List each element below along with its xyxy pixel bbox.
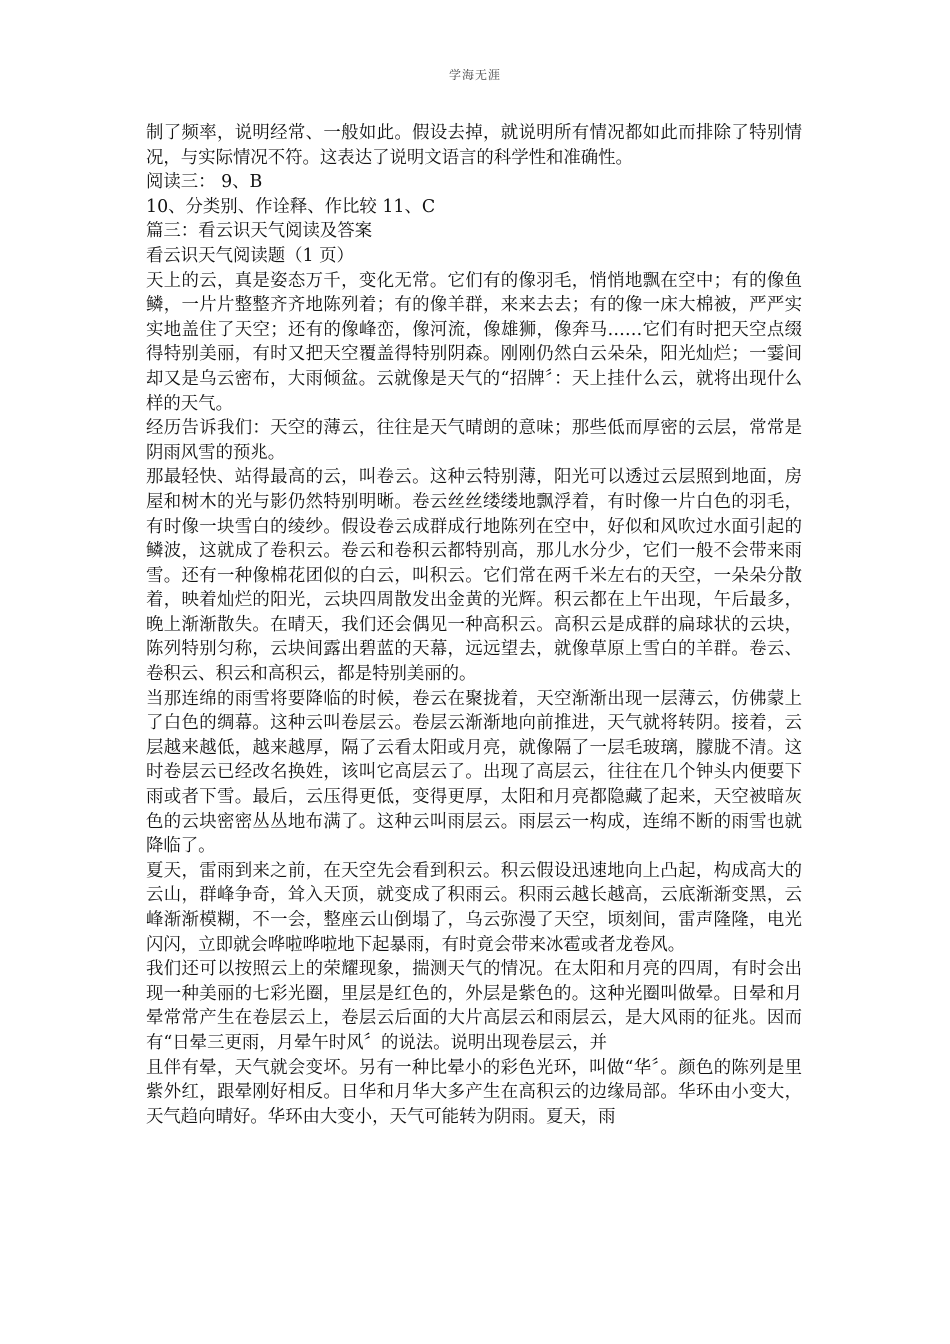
page-header: 学海无涯: [448, 68, 501, 82]
paragraph-cirrus: 那最轻快、站得最高的云，叫卷云。这种云特别薄，阳光可以透过云层照到地面，房屋和树木的光与影仍然特别明晰。卷云丝丝缕缕地飘浮着，有时像一片白色的羽毛，有时像一块雪白的绫纱。假设卷云成群成行地陈列在空中，好似和风吹过水面引起的鳞波，这就成了卷积云。卷云和卷积云都特别高，那儿水分少，它们一般不会带来雨雪。还有一种像棉花团似的白云，叫积云。它们常在两千米左右的天空，一朵朵分散着，映着灿烂的阳光，云块四周散发出金黄的光辉。积云都在上午出现，午后最多，晚上渐渐散失。在晴天，我们还会偶见一种高积云。高积云是成群的扁球状的云块，陈列特别匀称，云块间露出碧蓝的天幕，远远望去，就像草原上雪白的羊群。卷云、卷积云、积云和高积云，都是特别美丽的。: [146, 467, 802, 685]
paragraph-experience: 经历告诉我们：天空的薄云，往往是天气晴朗的意味；那些低而厚密的云层，常常是阴雨风雪的预兆。: [146, 418, 802, 463]
answer-line-10-11: 10、分类别、作诠释、作比较 11、C: [146, 196, 436, 217]
document-body: [146, 121, 802, 1129]
answer-line-reading-three: 阅读三： 9、B: [146, 172, 263, 193]
section-title: 篇三：看云识天气阅读及答案: [146, 221, 373, 242]
paragraph-clouds-intro: 天上的云，真是姿态万千，变化无常。它们有的像羽毛，悄悄地飘在空中；有的像鱼鳞，一片片整整齐齐地陈列着；有的像羊群，来来去去；有的像一床大棉被，严严实实地盖住了天空；还有的像峰峦，像河流，像雄狮，像奔马……它们有时把天空点缀得特别美丽，有时又把天空覆盖得特别阴森。刚刚仍然白云朵朵，阳光灿烂；一霎间却又是乌云密布，大雨倾盆。云就像是天气的“招牌〞：天上挂什么云，就将出现什么样的天气。: [146, 270, 802, 414]
paragraph-1: 制了频率，说明经常、一般如此。假设去掉，就说明所有情况都如此而排除了特别情况，与实际情况不符。这表达了说明文语言的科学性和准确性。: [146, 123, 802, 168]
paragraph-summer-thunder: 夏天，雷雨到来之前，在天空先会看到积云。积云假设迅速地向上凸起，构成高大的云山，群峰争奇，耸入天顶，就变成了积雨云。积雨云越长越高，云底渐渐变黑，云峰渐渐模糊，不一会，整座云山倒塌了，乌云弥漫了天空，顷刻间，雷声隆隆，电光闪闪，立即就会哗啦哗啦地下起暴雨，有时竟会带来冰雹或者龙卷风。: [146, 860, 802, 955]
paragraph-rain-snow: 当那连绵的雨雪将要降临的时候，卷云在聚拢着，天空渐渐出现一层薄云，仿佛蒙上了白色的绸幕。这种云叫卷层云。卷层云渐渐地向前推进，天气就将转阴。接着，云层越来越低，越来越厚，隔了云看太阳或月亮，就像隔了一层毛玻璃，朦胧不清。这时卷层云已经改名换姓，该叫它高层云了。出现了高层云，往往在几个钟头内便要下雨或者下雪。最后，云压得更低，变得更厚，太阳和月亮都隐藏了起来，天空被暗灰色的云块密密丛丛地布满了。这种云叫雨层云。雨层云一构成，连绵不断的雨雪也就降临了。: [146, 688, 802, 857]
paragraph-halo: 我们还可以按照云上的荣耀现象，揣测天气的情况。在太阳和月亮的四周，有时会出现一种美丽的七彩光圈，里层是红色的，外层是紫色的。这种光圈叫做晕。日晕和月晕常常产生在卷层云上，卷层云后面的大片高层云和雨层云，是大风雨的征兆。因而有“日晕三更雨，月晕午时风〞的说法。说明出现卷层云，并: [146, 959, 802, 1053]
subsection-title: 看云识天气阅读题（1 页）: [146, 245, 354, 266]
paragraph-corona: 且伴有晕，天气就会变坏。另有一种比晕小的彩色光环，叫做“华〞。颜色的陈列是里紫外红，跟晕刚好相反。日华和月华大多产生在高积云的边缘局部。华环由小变大，天气趋向晴好。华环由大变小，天气可能转为阴雨。夏天，雨: [146, 1057, 802, 1127]
